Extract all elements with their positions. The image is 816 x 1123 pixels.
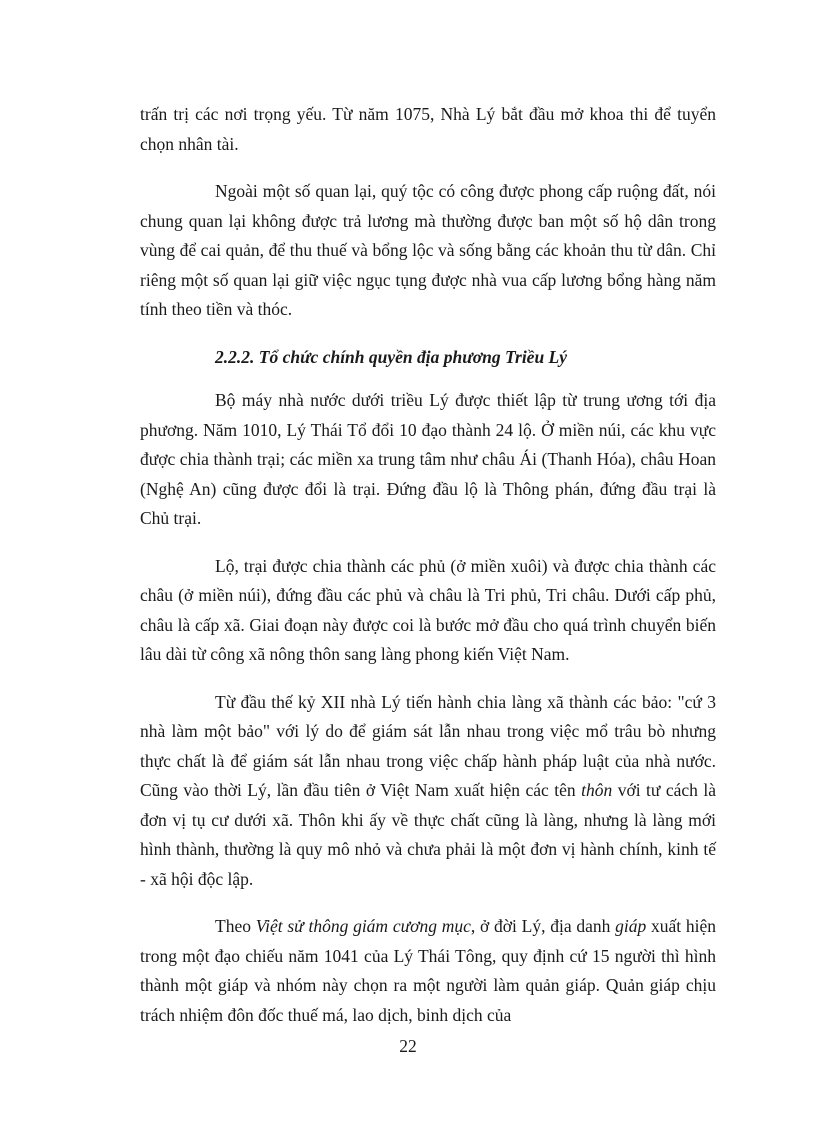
paragraph-bao-thon	[140, 688, 716, 895]
italic-term-giap: giáp	[615, 916, 647, 936]
paragraph-officials-salary: Ngoài một số quan lại, quý tộc có công được phong cấp ruộng đất, nói chung quan lại không được trả lương mà thường được ban một số hộ dân trong vùng để cai quản, để thu thuế và bổng lộc và sống bằng các khoản thu từ dân. Chỉ riêng một số quan lại giữ việc ngục tụng được nhà vua cấp lương bổng hàng năm tính theo tiền và thóc.	[140, 181, 716, 319]
page-number: 22	[399, 1036, 417, 1056]
section-heading: 2.2.2. Tổ chức chính quyền địa phương Triều Lý	[215, 346, 568, 367]
text-run: với tư cách là đơn vị tụ cư dưới xã. Thôn khi ấy về thực chất cũng là làng, nhưng là làng mới hình thành, thường là quy mô nhỏ và chưa phải là một đơn vị hành chính, kinh tế - xã hội độc lập.	[140, 780, 716, 889]
italic-term-thon: thôn	[581, 780, 613, 800]
paragraph-continued: trấn trị các nơi trọng yếu. Từ năm 1075, Nhà Lý bắt đầu mở khoa thi để tuyển chọn nhân tài.	[140, 104, 716, 154]
text-run: xuất hiện trong một đạo chiếu năm 1041 của Lý Thái Tông, quy định cứ 15 người thì hình thành một giáp và nhóm này chọn ra một người làm quản giáp. Quản giáp chịu trách nhiệm đôn đốc thuế má, lao dịch, binh dịch của	[140, 916, 716, 1025]
page-body	[140, 100, 716, 1048]
paragraph-giap	[140, 912, 716, 1030]
text-run: Từ đầu thế kỷ XII nhà Lý tiến hành chia làng xã thành các bảo: "cứ 3 nhà làm một bảo" với lý do để giám sát lẫn nhau trong việc mổ trâu bò nhưng thực chất là để giám sát lẫn nhau trong việc chấp hành pháp luật của nhà nước. Cũng vào thời Lý, lần đầu tiên ở Việt Nam xuất hiện các tên	[140, 691, 716, 800]
paragraph-state-apparatus: Bộ máy nhà nước dưới triều Lý được thiết lập từ trung ương tới địa phương. Năm 1010, Lý Thái Tổ đổi 10 đạo thành 24 lộ. Ở miền núi, các khu vực được chia thành trại; các miền xa trung tâm như châu Ái (Thanh Hóa), châu Hoan (Nghệ An) cũng được đổi là trại. Đứng đầu lộ là Thông phán, đứng đầu trại là Chủ trại.	[140, 390, 716, 528]
paragraph-prefectures: Lộ, trại được chia thành các phủ (ở miền xuôi) và được chia thành các châu (ở miền núi), đứng đầu các phủ và châu là Tri phủ, Tri châu. Dưới cấp phủ, châu là cấp xã. Giai đoạn này được coi là bước mở đầu cho quá trình chuyển biến lâu dài từ công xã nông thôn sang làng phong kiến Việt Nam.	[140, 555, 716, 664]
text-run: Theo	[215, 916, 256, 936]
italic-book-title: Việt sử thông giám cương mục	[255, 916, 471, 936]
text-run: , ở đời Lý, địa danh	[470, 916, 616, 936]
